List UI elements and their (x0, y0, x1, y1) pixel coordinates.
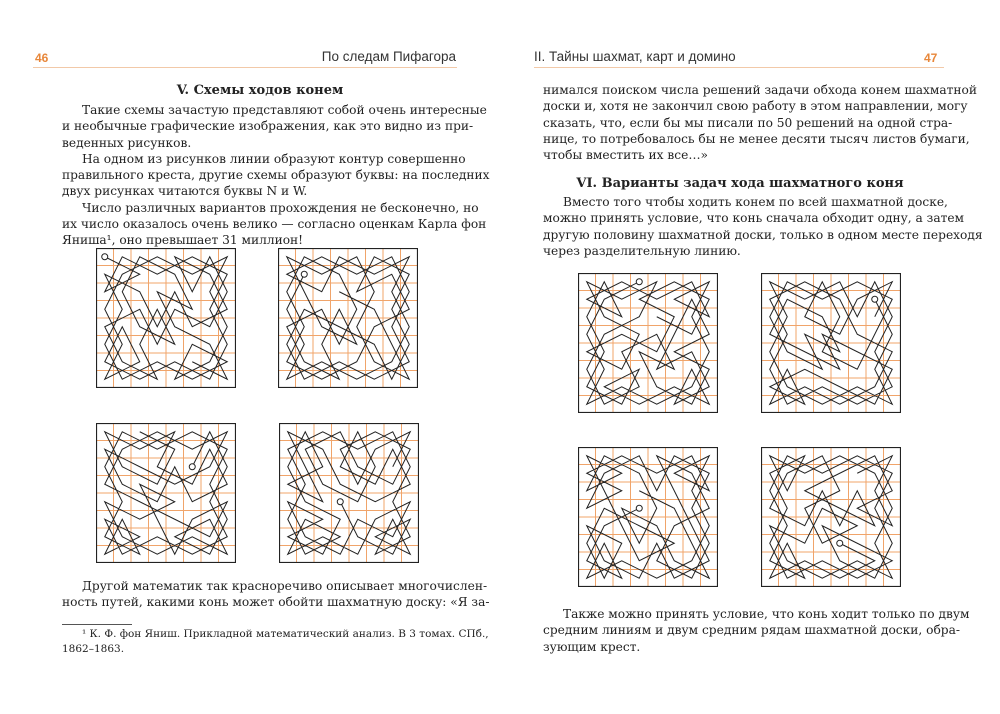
knight-tour-diagram (279, 423, 419, 563)
text-line: Также можно принять условие, что конь ходит только по двум (563, 607, 970, 621)
text-line: Яниша¹, оно превышает 31 миллион! (62, 233, 304, 248)
text-line: На одном из рисунков линии образуют контур совершенно (82, 151, 466, 166)
running-title: По следам Пифагора (321, 49, 456, 64)
body-text (543, 82, 977, 163)
text-line: 1862–1863. (62, 643, 125, 655)
footnote-rule (62, 624, 132, 625)
page-number: 47 (924, 51, 938, 65)
text-line: ¹ К. Ф. фон Яниш. Прикладной математический анализ. В 3 томах. СПб., (82, 628, 489, 640)
text-line: ность путей, какими конь может обойти шахматную доску: «Я за- (62, 595, 490, 610)
running-title: II. Тайны шахмат, карт и домино (534, 49, 736, 64)
text-line: Другой математик так красноречиво описывает многочислен- (82, 579, 488, 593)
text-line: веденных рисунков. (62, 135, 192, 150)
text-line: зующим крест. (543, 639, 641, 654)
start-marker (189, 464, 195, 470)
text-line: их число оказалось очень велико — согласно оценкам Карла фон (62, 217, 487, 232)
section-title: V. Схемы ходов конем (176, 83, 344, 98)
text-line: Такие схемы зачастую представляют собой очень интересные (82, 103, 487, 117)
start-marker (636, 505, 642, 511)
body-text (543, 194, 983, 259)
text-line: нимался поиском числа решений задачи обхода конем шахматной (543, 83, 977, 97)
knight-tour-diagram (278, 248, 418, 388)
text-line: другую половину шахматной доски, только в одном месте переходя (543, 227, 983, 242)
body-text (543, 606, 970, 655)
text-line: чтобы вместить их все…» (543, 148, 708, 163)
text-line: через разделительную линию. (543, 243, 741, 258)
text-line: и необычные графические изображения, как это видно из при- (62, 119, 474, 134)
text-line: двух рисунках читаются буквы N и W. (62, 184, 308, 199)
body-text (62, 578, 490, 611)
start-marker (837, 540, 843, 546)
text-line: средним линиям и двум средним рядам шахматной доски, обра- (543, 623, 960, 638)
start-marker (337, 499, 343, 505)
header-rule (33, 67, 457, 68)
knight-tour-diagram (761, 273, 901, 413)
body-text (62, 102, 490, 249)
knight-tour-diagram (578, 447, 718, 587)
text-line: Число различных вариантов прохождения не бесконечно, но (82, 200, 479, 215)
header-rule (534, 67, 944, 68)
knight-tour-diagram (96, 423, 236, 563)
page-number: 46 (35, 51, 49, 65)
start-marker (636, 279, 642, 285)
knight-tour-diagram (761, 447, 901, 587)
start-marker (872, 296, 878, 302)
text-line: сказать, что, если бы мы писали по 50 решений на одной стра- (543, 115, 953, 130)
text-line: доски и, хотя не закончил свою работу в этом направлении, могу (543, 99, 968, 114)
start-marker (301, 271, 307, 277)
knight-tour-diagram (96, 248, 236, 388)
knight-tour-diagram (578, 273, 718, 413)
text-line: Вместо того чтобы ходить конем по всей шахматной доске, (563, 195, 948, 209)
text-line: можно принять условие, что конь сначала обходит одну, а затем (543, 211, 965, 226)
footnote (62, 627, 489, 657)
text-line: нице, то потребовалось бы не менее десяти тысяч листов бумаги, (543, 131, 970, 146)
start-marker (102, 254, 108, 260)
text-line: правильного креста, другие схемы образуют буквы: на последних (62, 168, 490, 183)
section-title: VI. Варианты задач хода шахматного коня (576, 176, 904, 191)
